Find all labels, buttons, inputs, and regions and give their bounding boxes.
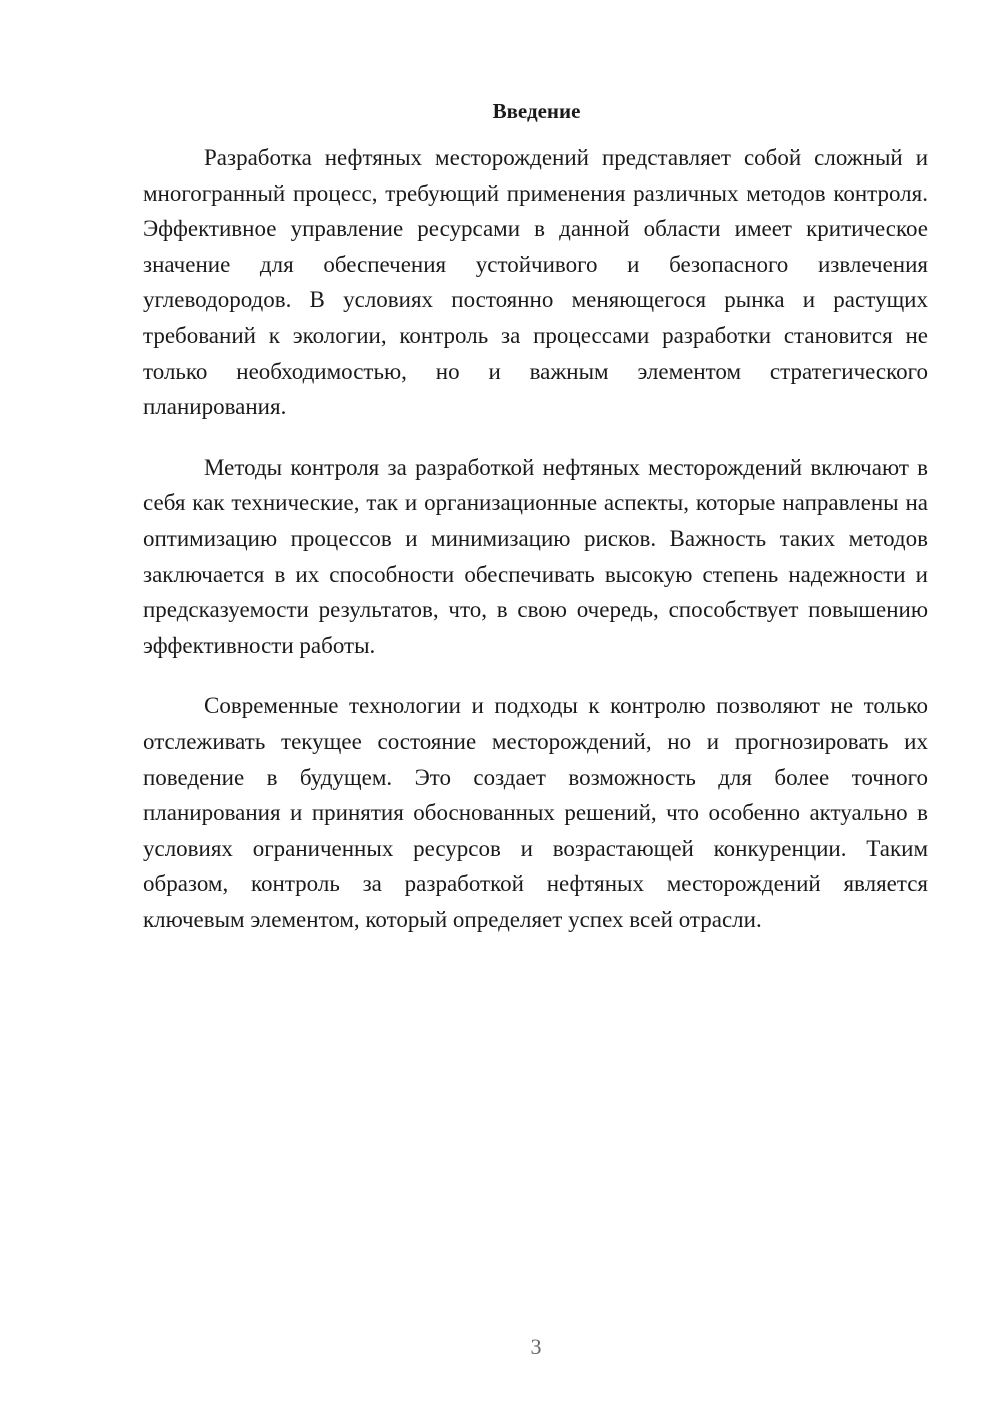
section-title: Введение: [492, 99, 581, 123]
paragraph-1: Разработка нефтяных месторождений представляет собой сложный и многогранный процесс, требующий применения различных методов контроля. Эффективное управление ресурсами в данной области имеет критическое значение для обеспечения устойчивого и безопасного извлечения углеводородов. В условиях постоянно меняющегося рынка и растущих требований к экологии, контроль за процессами разработки становится не только необходимостью, но и важным элементом стратегического планирования.: [143, 145, 928, 420]
page-number: 3: [530, 1334, 542, 1359]
paragraph-3: Современные технологии и подходы к контролю позволяют не только отслеживать текущее состояние месторождений, но и прогнозировать их поведение в будущем. Это создает возможность для более точного планирования и принятия обоснованных решений, что особенно актуально в условиях ограниченных ресурсов и возрастающей конкуренции. Таким образом, контроль за разработкой нефтяных месторождений является ключевым элементом, который определяет успех всей отрасли.: [143, 693, 928, 932]
paragraph-2: Методы контроля за разработкой нефтяных месторождений включают в себя как технические, так и организационные аспекты, которые направлены на оптимизацию процессов и минимизацию рисков. Важность таких методов заключается в их способности обеспечивать высокую степень надежности и предсказуемости результатов, что, в свою очередь, способствует повышению эффективности работы.: [143, 454, 928, 658]
page-content: [143, 94, 928, 962]
